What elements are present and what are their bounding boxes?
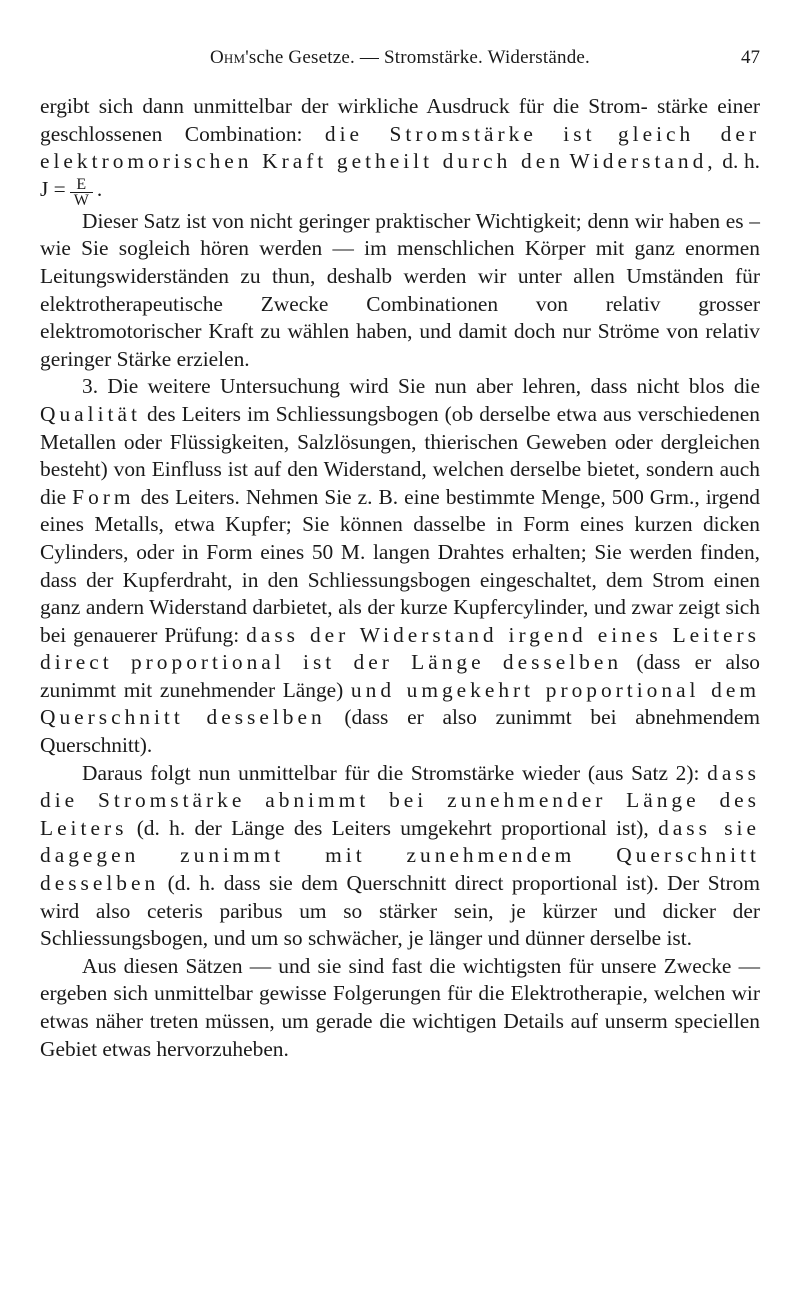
fraction-denominator: W	[70, 192, 93, 208]
paragraph-5: Aus diesen Sätzen — und sie sind fast die wichtigsten für unsere Zwecke — ergeben sich unmittelbar gewisse Folgerungen für die Elektrotherapie, welchen wir etwas näher treten müssen, um gerade die wichtigen Details auf unserm speciellen Gebiet etwas hervorzuheben.	[40, 953, 760, 1061]
formula-fraction	[70, 175, 93, 209]
paragraph-1	[40, 93, 760, 208]
page-number: 47	[741, 47, 760, 68]
p1-spaced-statement-a: die Stromstärke ist	[324, 121, 596, 146]
p4-emphasis-decrease: dass die Stromstärke abnimmt bei zunehmender Länge des Leiters	[40, 760, 760, 840]
p4-emphasis-increase: dass sie dagegen zunimmt mit zunehmendem Querschnitt desselben	[40, 815, 760, 896]
formula-lhs: d. h. J =	[40, 149, 760, 201]
p3-emphasis-law-section: und umgekehrt proportional dem Querschnitt desselben	[40, 677, 760, 730]
fraction-numerator: E	[76, 175, 87, 193]
p3-emphasis-qualitaet: Qualität	[40, 401, 141, 426]
paragraph-3	[40, 373, 760, 759]
p1-line-2: stärke einer geschlossenen Combination:	[40, 94, 760, 146]
p3-emphasis-form: Form	[72, 484, 135, 509]
p3-emphasis-law-length: dass der Widerstand irgend eines Leiters direct proportional ist der Länge desselben	[40, 622, 760, 675]
p3-text-c: des Leiters im Schliessungsbogen (ob derselbe etwa aus verschiedenen Metallen oder Flüssigkeiten, Salzlösungen, thierischen Geweben oder dergleichen besteht) von Einfluss ist auf den Widerstand, welchen derselbe bietet, sondern auch die	[40, 401, 760, 509]
p3-text-g: (dass er also zunimmt mit zunehmender Länge)	[40, 650, 760, 702]
p1-spaced-statement-b: gleich der elektromorischen Kraft getheilt durch den	[40, 121, 760, 174]
running-title-rest: 'sche Gesetze. — Stromstärke. Widerstände.	[245, 47, 590, 68]
paragraph-2: Dieser Satz ist von nicht geringer praktischer Wichtigkeit; denn wir haben es – wie Sie sogleich hören werden — im menschlichen Körper mit ganz enormen Leitungswiderständen zu thun, deshalb werden wir unter allen Umständen für elektrotherapeutische Zwecke Combinationen von relativ grosser elektromotorischer Kraft zu wählen haben, und damit doch nur Ströme von relativ geringer Stärke erzielen.	[40, 208, 760, 371]
p4-text-a: Daraus folgt nun unmittelbar für die Stromstärke wieder (aus Satz 2):	[82, 760, 700, 785]
p4-text-e: (d. h. dass sie dem Querschnitt direct proportional ist). Der Strom wird also ceteris paribus um so stärker sein, je kürzer und dicker der Schliessungsbogen, und um so schwächer, je länger und dünner derselbe ist.	[40, 871, 760, 951]
running-title-name: Ohm	[210, 47, 246, 68]
running-header	[40, 44, 760, 74]
formula-end: .	[96, 176, 103, 201]
paragraph-4	[40, 760, 760, 953]
running-title	[40, 47, 760, 69]
p1-line-1: ergibt sich dann unmittelbar der wirkliche Ausdruck für die Strom-	[40, 94, 648, 118]
p4-text-c: (d. h. der Länge des Leiters umgekehrt proportional ist),	[136, 815, 649, 840]
p3-text-e: des Leiters. Nehmen Sie z. B. eine bestimmte Menge, 500 Grm., irgend eines Metalls, etwa Kupfer; Sie können dasselbe in Form eines kurzen dicken Cylinders, oder in Form eines 50 M. langen Drahtes erhalten; Sie werden finden, dass der Kupferdraht, in den Schliessungsbogen eingeschaltet, dem Strom einen ganz andern Widerstand darbietet, als der kurze Kupfercylinder, und zwar zeigt sich bei genauerer Prüfung:	[40, 484, 760, 647]
p3-text-a: 3. Die weitere Untersuchung wird Sie nun aber lehren, dass nicht blos die	[82, 374, 760, 399]
p1-spaced-statement-c: Widerstand,	[569, 149, 717, 174]
p3-text-i: (dass er also zunimmt bei abnehmendem Querschnitt).	[40, 705, 760, 758]
body-text	[40, 93, 760, 1063]
